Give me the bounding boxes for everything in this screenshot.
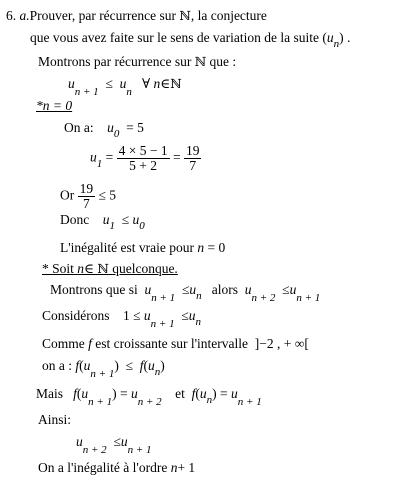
statement-text: que vous avez faite sur le sens de variation de la suite: [30, 30, 320, 45]
u-term: u: [107, 120, 114, 135]
property-formula: [68, 76, 182, 98]
conclusion-base: [60, 212, 145, 232]
fraction: [117, 144, 170, 173]
paren: (: [143, 358, 149, 373]
subscript: 1: [96, 157, 103, 170]
or-label: Or: [60, 187, 75, 203]
u-term: u: [119, 76, 127, 91]
inductive-goal: [50, 282, 321, 304]
base-case-u0: [64, 120, 144, 140]
equals: =: [172, 149, 181, 165]
subscript: 0: [139, 220, 145, 232]
subscript: n + 1: [127, 444, 152, 456]
in-symbol: ∈: [84, 261, 95, 276]
title-text-1: Prouver, par récurrence sur: [29, 8, 177, 23]
statement-line: [30, 30, 351, 50]
plus-one: + 1: [177, 460, 196, 475]
subscript: n: [195, 316, 202, 328]
inductive-step-heading: [42, 261, 178, 277]
subscript: n + 1: [88, 396, 113, 408]
naturals-symbol: ℕ: [170, 76, 182, 91]
numerator: 19: [79, 181, 94, 196]
subscript: n: [206, 394, 213, 406]
le-symbol: ≤: [113, 434, 121, 449]
u1-computation: [90, 144, 201, 173]
le-symbol: ≤: [282, 282, 290, 297]
u-term: u: [76, 434, 83, 449]
sequence-u: u: [326, 30, 334, 45]
subscript: n + 1: [150, 318, 175, 330]
le-five: ≤ 5: [98, 187, 117, 203]
final-inequality: [76, 434, 152, 456]
denominator: 7: [83, 196, 90, 211]
montrons-text: Montrons que si: [50, 282, 138, 297]
f-function: f: [88, 336, 92, 351]
croissante-text: est croissante sur l'intervalle: [95, 336, 249, 351]
subscript: n + 1: [74, 86, 99, 98]
interval: ]−2 , + ∞[: [254, 336, 309, 351]
le-symbol: ≤: [121, 212, 130, 227]
fraction: [78, 182, 96, 211]
naturals-symbol: ℕ: [194, 54, 207, 69]
paren: ): [112, 386, 117, 401]
paren: (: [195, 386, 200, 401]
final-conclusion: [38, 460, 195, 476]
n-var: n: [77, 261, 85, 276]
paren: (: [322, 30, 327, 45]
in-symbol: ∈: [160, 76, 171, 91]
star: *: [42, 261, 53, 276]
monotonicity-line: [42, 336, 309, 352]
on-a-label: On a:: [64, 120, 94, 135]
comparison-line: [60, 182, 116, 211]
subscript: n + 2: [137, 396, 162, 408]
mais-text: Mais: [36, 386, 63, 401]
u-term: u: [244, 282, 252, 297]
donc-label: Donc: [60, 212, 90, 227]
u-term: u: [231, 386, 238, 401]
u-term: u: [90, 149, 97, 165]
u-term: u: [148, 358, 155, 373]
paren: (: [79, 358, 84, 373]
goal-text: Montrons par récurrence sur: [38, 54, 192, 69]
paren: ): [339, 30, 344, 45]
alors-text: alors: [211, 282, 238, 297]
base-case-heading: *n = 0: [36, 98, 73, 113]
u-term: u: [289, 282, 297, 297]
base-true-text: L'inégalité est vraie pour: [60, 240, 195, 255]
equals: =: [105, 149, 114, 165]
ainsi-label: Ainsi:: [38, 412, 72, 427]
n-var: n: [170, 460, 178, 475]
u-term: u: [83, 358, 91, 373]
u-term: u: [81, 386, 89, 401]
equals-value: = 5: [126, 120, 144, 135]
period: .: [347, 30, 351, 45]
denominator: 7: [189, 158, 197, 173]
paren: (: [76, 386, 82, 401]
u-term: u: [132, 212, 140, 227]
one-le: 1 ≤: [123, 308, 141, 323]
et-text: et: [175, 386, 185, 401]
paren: ): [114, 358, 119, 373]
naturals-symbol: ℕ: [179, 8, 191, 23]
subscript: n + 2: [82, 444, 107, 456]
n-var: n: [153, 76, 161, 91]
subscript: n: [126, 86, 132, 98]
subscript: n: [333, 38, 340, 50]
u-term: u: [188, 308, 196, 323]
equals: =: [119, 386, 128, 401]
equals-zero: = 0: [207, 240, 226, 255]
base-true-line: [60, 240, 225, 256]
paren: ): [160, 358, 165, 373]
naturals-symbol: ℕ: [97, 261, 109, 276]
subscript: n + 1: [90, 368, 115, 380]
u-term: u: [199, 386, 207, 401]
exercise-number: 6.: [6, 8, 17, 23]
comme-text: Comme: [42, 336, 85, 351]
image-inequality: [42, 358, 165, 380]
forall-symbol: ∀: [141, 76, 151, 91]
on-a-text: on a :: [42, 358, 72, 373]
u-term: u: [120, 434, 128, 449]
f-function: f: [75, 358, 80, 373]
subscript: 1: [109, 220, 115, 232]
numerator: 19: [185, 143, 200, 158]
numerator: 4 × 5 − 1: [118, 143, 168, 158]
goal-rest: que :: [206, 54, 237, 69]
f-function: f: [191, 386, 196, 401]
u-term: u: [144, 282, 152, 297]
exercise-title: [6, 8, 267, 24]
recurrence-relation: [36, 386, 262, 408]
exercise-part: a.: [19, 8, 30, 23]
u-term: u: [143, 308, 151, 323]
conclusion-text: On a l'inégalité à l'ordre: [38, 460, 168, 475]
le-symbol: ≤: [105, 76, 113, 91]
quelconque-text: quelconque.: [112, 261, 178, 276]
n-var: n: [197, 240, 205, 255]
equals: =: [220, 386, 228, 401]
u-term: u: [68, 76, 75, 91]
f-function: f: [139, 358, 144, 373]
subscript: n + 1: [151, 292, 176, 304]
subscript: n + 1: [237, 396, 262, 408]
subscript: n + 2: [251, 292, 276, 304]
subscript: n + 1: [296, 292, 321, 304]
u-term: u: [130, 386, 138, 401]
fraction: [184, 144, 202, 173]
le-symbol: ≤: [125, 358, 133, 373]
hypothesis-line: [42, 308, 202, 330]
goal-line: [38, 54, 236, 70]
f-function: f: [73, 386, 77, 401]
subscript: n: [196, 290, 202, 302]
denominator: 5 + 2: [129, 158, 158, 173]
u-term: u: [102, 212, 110, 227]
le-symbol: ≤: [181, 308, 189, 323]
u-term: u: [189, 282, 197, 297]
subscript: 0: [113, 128, 120, 140]
soit-text: Soit: [52, 261, 74, 276]
paren: ): [212, 386, 217, 401]
title-text-2: , la conjecture: [190, 8, 267, 23]
considerons-text: Considérons: [42, 308, 110, 323]
le-symbol: ≤: [181, 282, 190, 297]
subscript: n: [154, 366, 161, 378]
